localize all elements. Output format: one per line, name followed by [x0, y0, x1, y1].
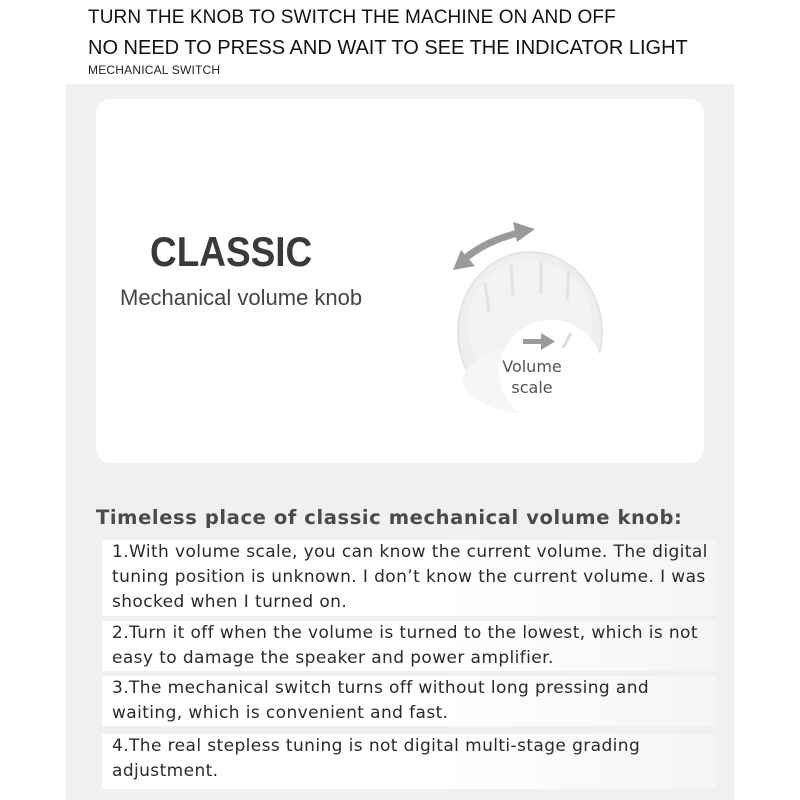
- feature-item-4: 4.The real stepless tuning is not digital multi-stage grading adjustment.: [102, 734, 716, 789]
- feature-item-3: 3.The mechanical switch turns off without long pressing and waiting, which is convenient and fast.: [102, 676, 716, 726]
- volume-scale-label: [477, 356, 587, 398]
- feature-item-1: 1.With volume scale, you can know the current volume. The digital tuning position is unknown. I don’t know the current volume. I was shocked when I turned on.: [102, 540, 716, 616]
- classic-title: CLASSIC: [150, 228, 313, 275]
- features-title: Timeless place of classic mechanical volume knob:: [96, 506, 683, 529]
- header-line-2: NO NEED TO PRESS AND WAIT TO SEE THE INDICATOR LIGHT: [88, 37, 688, 59]
- header-line-3: MECHANICAL SWITCH: [88, 63, 221, 77]
- volume-scale-label-line-1: Volume: [502, 357, 562, 376]
- header: [88, 6, 788, 77]
- volume-scale-label-line-2: scale: [511, 378, 553, 397]
- feature-item-2: 2.Turn it off when the volume is turned to the lowest, which is not easy to damage the speaker and power amplifier.: [102, 621, 716, 671]
- header-line-1: TURN THE KNOB TO SWITCH THE MACHINE ON AND OFF: [88, 7, 616, 28]
- classic-subtitle: Mechanical volume knob: [120, 285, 363, 310]
